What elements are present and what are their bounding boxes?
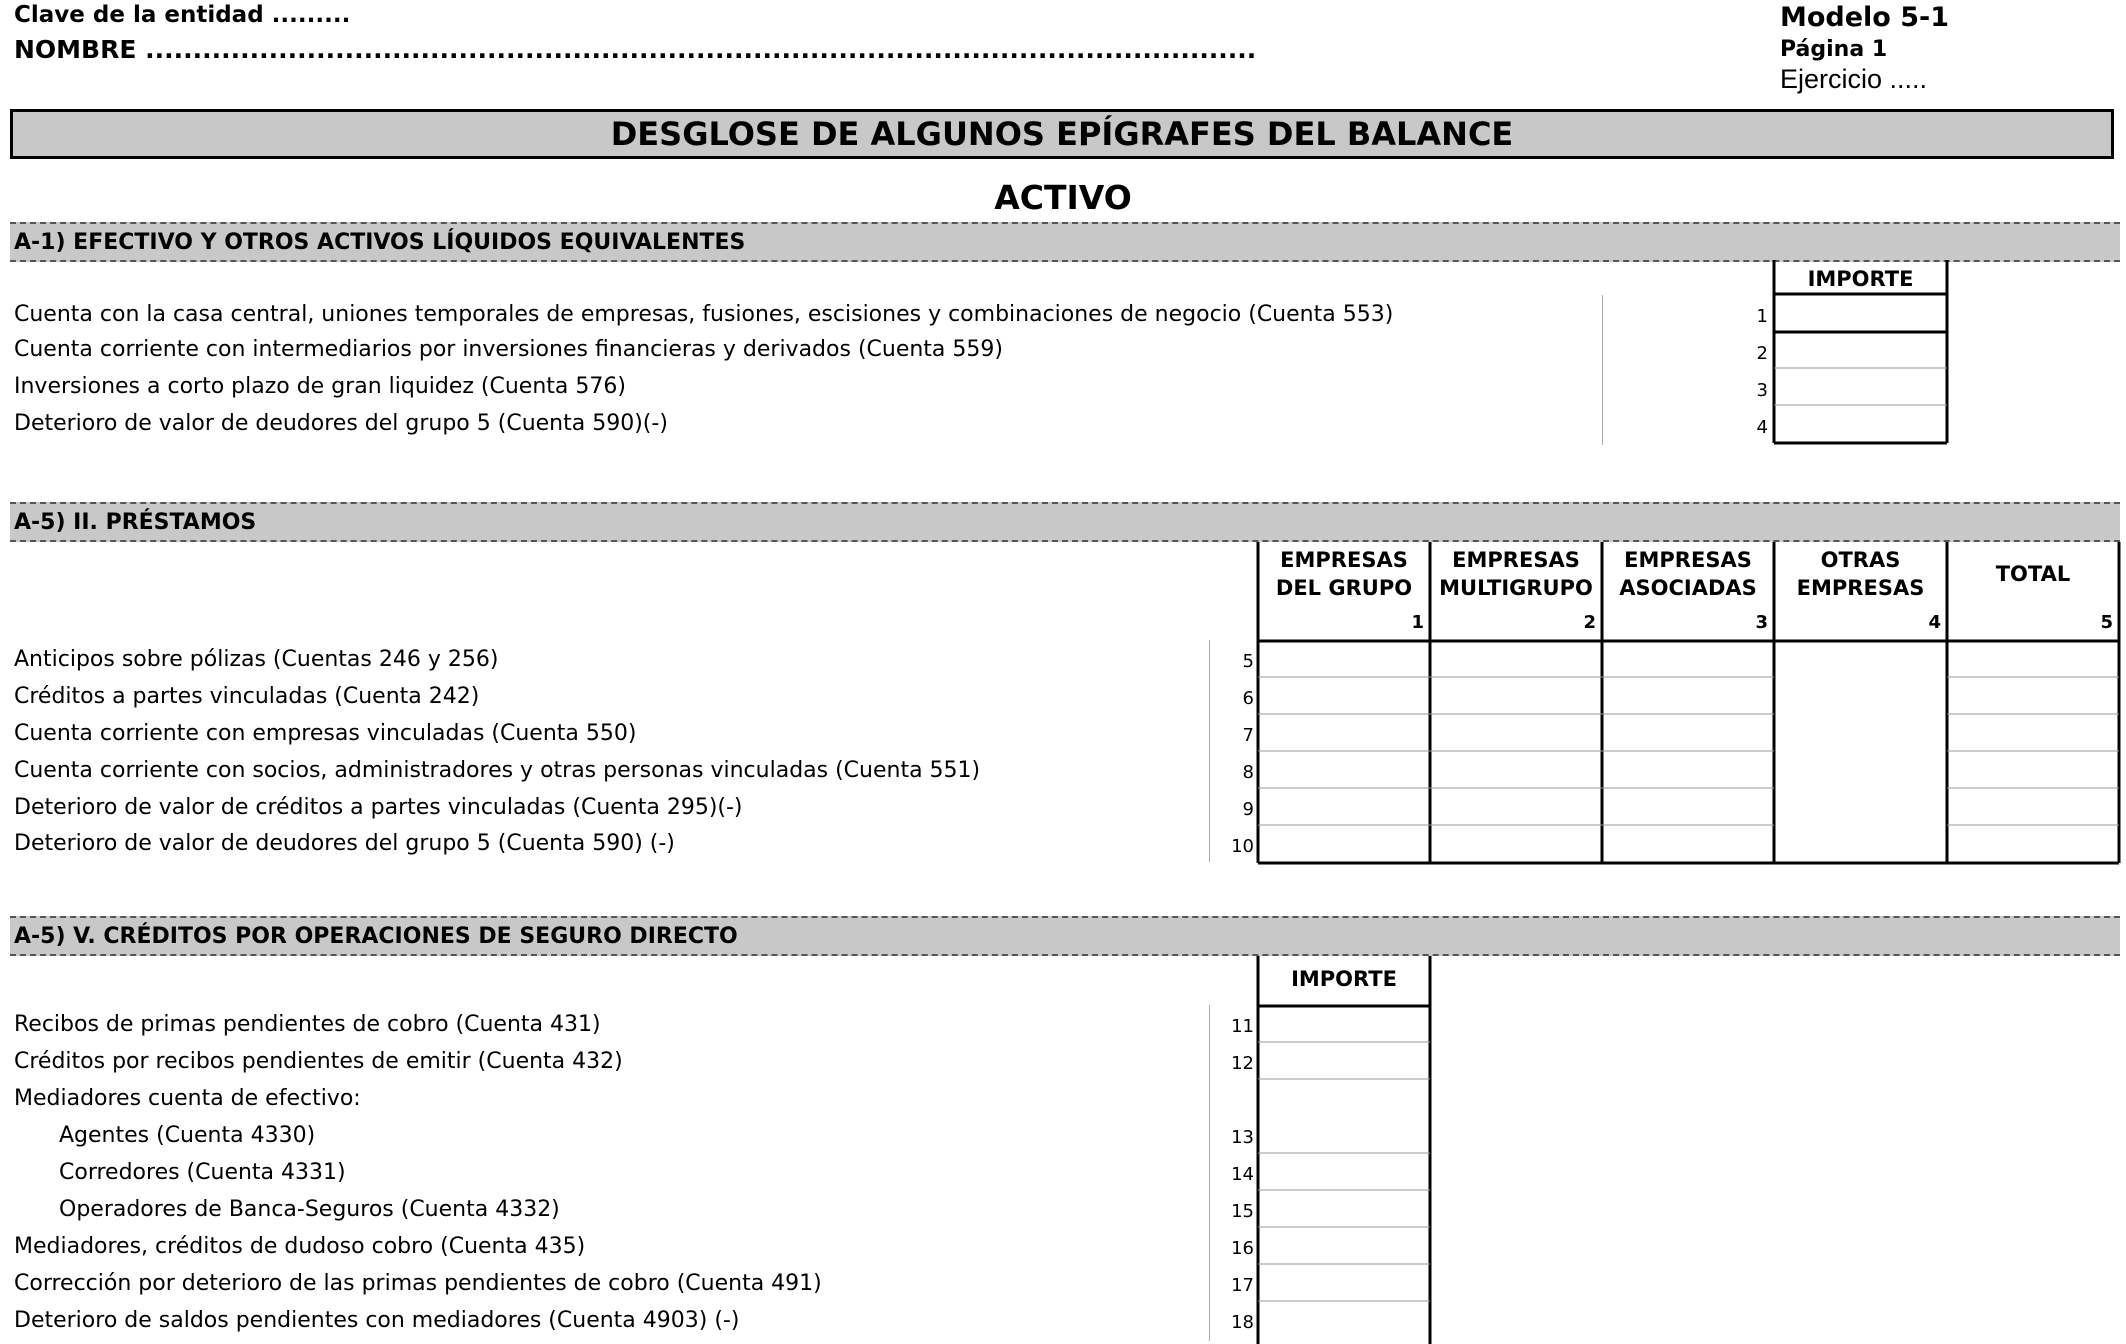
column-header-multigrupo: EMPRESAS MULTIGRUPO — [1439, 548, 1593, 600]
row-label-mediadores: Mediadores cuenta de efectivo: — [14, 1086, 361, 1111]
column-number-3: 3 — [1755, 612, 1768, 633]
input-cells-empresas-grupo[interactable] — [1260, 643, 1428, 861]
row-number-13: 13 — [1231, 1127, 1254, 1148]
column-header-asociadas: EMPRESAS ASOCIADAS — [1619, 548, 1757, 600]
input-cell-row-1-importe[interactable] — [1776, 296, 1945, 330]
row-number-9: 9 — [1242, 799, 1254, 820]
entity-name-label: NOMBRE ..................................................................................................................... — [14, 35, 1257, 64]
row-number-16: 16 — [1231, 1238, 1254, 1259]
column-header-total: TOTAL — [1995, 562, 2071, 586]
row-number-3: 3 — [1756, 380, 1768, 401]
input-cells-seguro-directo-importe[interactable] — [1260, 1008, 1428, 1342]
column-header-importe-seguro: IMPORTE — [1291, 967, 1397, 991]
row-label-14: Corredores (Cuenta 4331) — [59, 1160, 346, 1185]
row-number-2: 2 — [1756, 343, 1768, 364]
input-cells-otras-empresas[interactable] — [1776, 643, 1945, 861]
row-label-5: Anticipos sobre pólizas (Cuentas 246 y 256) — [14, 647, 499, 672]
column-number-5: 5 — [2100, 612, 2113, 633]
row-label-11: Recibos de primas pendientes de cobro (Cuenta 431) — [14, 1012, 601, 1037]
section-heading-a5-creditos: A-5) V. CRÉDITOS POR OPERACIONES DE SEGURO DIRECTO — [10, 916, 2120, 956]
row-label-15: Operadores de Banca-Seguros (Cuenta 4332) — [59, 1197, 560, 1222]
row-number-5: 5 — [1242, 651, 1254, 672]
model-label: Modelo 5-1 — [1780, 2, 1950, 33]
input-cell-row-4-importe[interactable] — [1776, 406, 1945, 441]
row-number-10: 10 — [1231, 836, 1254, 857]
row-number-6: 6 — [1242, 688, 1254, 709]
row-label-13: Agentes (Cuenta 4330) — [59, 1123, 316, 1148]
column-number-2: 2 — [1583, 612, 1596, 633]
row-number-18: 18 — [1231, 1312, 1254, 1333]
row-label-1: Cuenta con la casa central, uniones temporales de empresas, fusiones, escisiones y combinaciones de negocio (Cuenta 553) — [14, 302, 1394, 327]
row-number-7: 7 — [1242, 725, 1254, 746]
fiscal-year-label: Ejercicio ..... — [1780, 64, 1928, 94]
row-label-17: Corrección por deterioro de las primas pendientes de cobro (Cuenta 491) — [14, 1271, 822, 1296]
row-number-15: 15 — [1231, 1201, 1254, 1222]
input-cell-row-3-importe[interactable] — [1776, 369, 1945, 404]
input-cells-empresas-multigrupo[interactable] — [1432, 643, 1600, 861]
row-label-18: Deterioro de saldos pendientes con mediadores (Cuenta 4903) (-) — [14, 1308, 740, 1333]
row-label-16: Mediadores, créditos de dudoso cobro (Cuenta 435) — [14, 1234, 586, 1259]
row-label-6: Créditos a partes vinculadas (Cuenta 242) — [14, 684, 480, 709]
row-label-7: Cuenta corriente con empresas vinculadas (Cuenta 550) — [14, 721, 637, 746]
column-number-1: 1 — [1411, 612, 1424, 633]
section-title-activo: ACTIVO — [994, 178, 1132, 217]
column-number-4: 4 — [1928, 612, 1941, 633]
row-label-4: Deterioro de valor de deudores del grupo 5 (Cuenta 590)(-) — [14, 411, 668, 436]
row-number-17: 17 — [1231, 1275, 1254, 1296]
row-label-3: Inversiones a corto plazo de gran liquidez (Cuenta 576) — [14, 374, 626, 399]
row-label-8: Cuenta corriente con socios, administradores y otras personas vinculadas (Cuenta 551) — [14, 758, 981, 783]
section-heading-a1: A-1) EFECTIVO Y OTROS ACTIVOS LÍQUIDOS EQUIVALENTES — [10, 222, 2120, 262]
row-number-12: 12 — [1231, 1053, 1254, 1074]
row-number-11: 11 — [1231, 1016, 1254, 1037]
row-number-8: 8 — [1242, 762, 1254, 783]
entity-key-label: Clave de la entidad ......... — [14, 2, 351, 28]
row-label-2: Cuenta corriente con intermediarios por inversiones financieras y derivados (Cuenta 559) — [14, 337, 1003, 362]
row-number-4: 4 — [1756, 417, 1768, 438]
section-heading-a5-prestamos: A-5) II. PRÉSTAMOS — [10, 502, 2120, 542]
page-label: Página 1 — [1780, 37, 1888, 62]
page-title: DESGLOSE DE ALGUNOS EPÍGRAFES DEL BALANCE — [10, 109, 2114, 159]
row-label-10: Deterioro de valor de deudores del grupo 5 (Cuenta 590) (-) — [14, 831, 675, 856]
column-header-importe: IMPORTE — [1807, 267, 1914, 291]
row-label-9: Deterioro de valor de créditos a partes vinculadas (Cuenta 295)(-) — [14, 795, 743, 820]
column-header-grupo: EMPRESAS DEL GRUPO — [1275, 548, 1413, 600]
row-number-1: 1 — [1756, 306, 1768, 327]
input-cells-empresas-asociadas[interactable] — [1604, 643, 1772, 861]
row-number-14: 14 — [1231, 1164, 1254, 1185]
input-cell-row-2-importe[interactable] — [1776, 334, 1945, 367]
row-label-12: Créditos por recibos pendientes de emitir (Cuenta 432) — [14, 1049, 623, 1074]
column-header-otras: OTRAS EMPRESAS — [1796, 548, 1925, 600]
input-cells-total[interactable] — [1949, 643, 2117, 861]
